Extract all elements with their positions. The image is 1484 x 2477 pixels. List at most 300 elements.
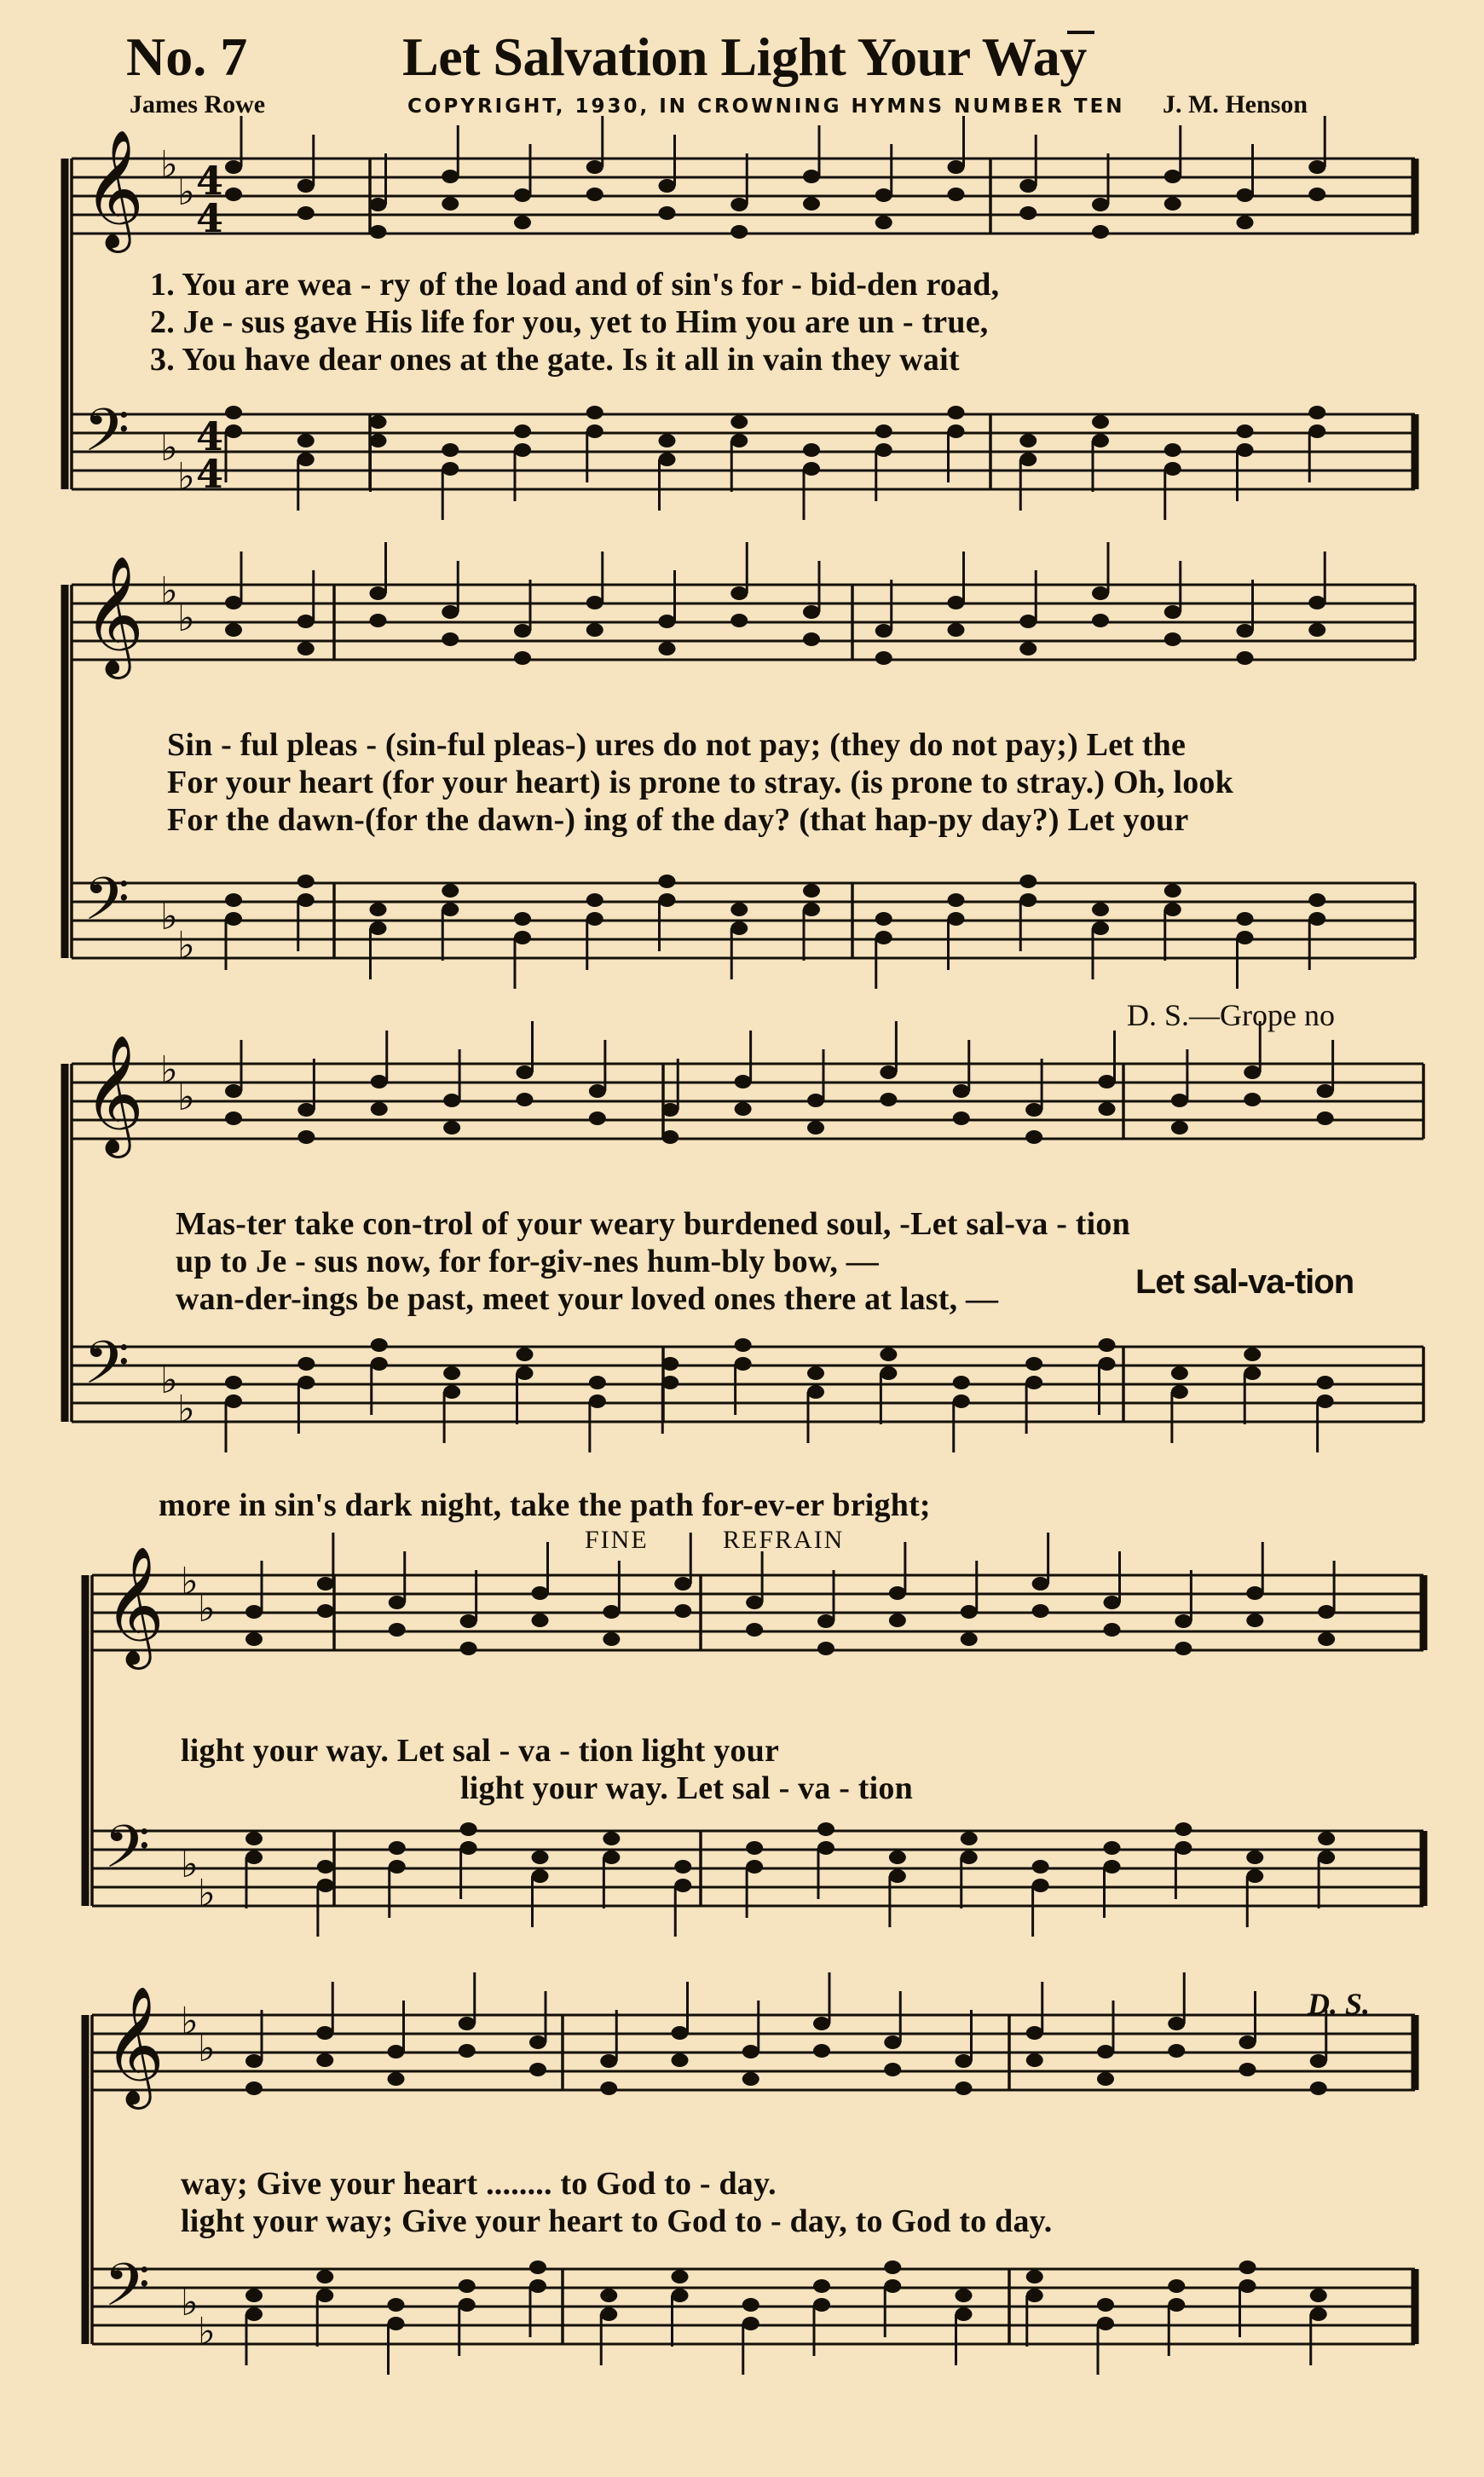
note-head [442, 197, 459, 211]
note-head [1246, 1586, 1263, 1600]
note-head [371, 1357, 388, 1371]
note-head [1092, 434, 1109, 447]
note-head [1032, 1860, 1049, 1874]
note-head [1318, 1851, 1335, 1864]
note-head [1308, 406, 1325, 419]
note-head [297, 1357, 315, 1371]
note-head [370, 614, 387, 627]
note-head [953, 1084, 970, 1098]
note-head [388, 2072, 405, 2086]
note-head [880, 1366, 897, 1380]
note-head [1025, 1357, 1042, 1371]
note-head [389, 1623, 406, 1637]
note-head [730, 903, 748, 916]
note-head [803, 443, 820, 457]
note-head [803, 632, 820, 646]
note-head [297, 1103, 315, 1117]
note-head [661, 1357, 678, 1371]
note-head [532, 1851, 549, 1864]
note-head [1246, 1851, 1263, 1864]
note-head [245, 1832, 263, 1845]
note-head [1097, 2072, 1114, 2086]
note-head [1318, 1832, 1335, 1845]
note-head [880, 1065, 897, 1079]
note-head [948, 623, 965, 637]
note-head [442, 170, 459, 183]
note-head [1025, 1376, 1042, 1389]
note-head [948, 406, 965, 419]
note-head [1308, 424, 1325, 438]
note-head [245, 2307, 263, 2321]
note-head [586, 188, 603, 201]
fine-marking: FINE [585, 1526, 649, 1554]
flat-icon: ♭ [181, 1843, 199, 1886]
note-head [742, 2298, 759, 2312]
note-head [730, 434, 748, 447]
hymn-number: No. 7 [126, 26, 248, 87]
refrain-upper-line-2: way; Give your heart ........ to God to - day. [181, 2166, 777, 2202]
note-head [529, 2063, 546, 2076]
note-head [225, 1084, 242, 1098]
flat-icon: ♭ [160, 143, 178, 187]
refrain-lower-line-2: light your way; Give your heart to God to - day, to God to day. [181, 2203, 1053, 2239]
note-head [813, 2017, 830, 2030]
flat-icon: ♭ [160, 426, 178, 470]
note-head [746, 1841, 763, 1855]
flat-icon: ♭ [160, 895, 178, 938]
note-head [1104, 1860, 1121, 1874]
lyricist: James Rowe [130, 90, 266, 118]
note-head [1246, 1869, 1263, 1883]
note-head [817, 1822, 834, 1836]
note-head [225, 1394, 242, 1408]
note-head [1318, 1605, 1335, 1619]
note-head [529, 2279, 546, 2293]
flat-icon: ♭ [181, 1560, 199, 1603]
note-head [1175, 1642, 1192, 1655]
note-head [813, 2298, 830, 2312]
bass-clef-icon: 𝄢 [84, 864, 130, 948]
time-signature-top: 4 [196, 158, 224, 204]
note-head [661, 1103, 678, 1117]
note-head [674, 1604, 691, 1618]
note-head [1019, 453, 1036, 466]
note-head [1104, 1623, 1121, 1637]
note-head [1175, 1822, 1192, 1836]
note-head [1019, 615, 1036, 628]
verse-2-line-2: For your heart (for your heart) is prone to stray. (is prone to stray.) Oh, look [167, 765, 1233, 800]
note-head [1092, 415, 1109, 429]
note-head [600, 2081, 617, 2095]
note-head [1092, 614, 1109, 627]
note-head [1237, 216, 1254, 229]
note-head [1317, 1111, 1334, 1125]
note-head [948, 160, 965, 174]
flat-icon: ♭ [177, 170, 195, 214]
note-head [245, 2081, 263, 2095]
verse-1-line-3: Mas-ter take con-trol of your weary burdened soul, -Let sal-va - tion [176, 1206, 1130, 1242]
note-head [460, 1642, 477, 1655]
note-head [730, 225, 748, 239]
note-head [1019, 206, 1036, 220]
note-head [245, 2289, 263, 2302]
note-head [225, 1111, 242, 1125]
note-head [746, 1596, 763, 1609]
note-head [603, 1605, 620, 1619]
note-head [659, 893, 676, 907]
note-head [875, 912, 892, 926]
bass-let-salvation: Let sal-va-tion [1135, 1263, 1354, 1301]
note-head [1032, 1879, 1049, 1892]
note-head [442, 632, 459, 646]
note-head [1164, 462, 1181, 476]
note-head [225, 623, 242, 637]
note-head [807, 1385, 824, 1399]
note-head [953, 1394, 970, 1408]
note-head [961, 1632, 978, 1646]
note-head [245, 1605, 263, 1619]
note-head [225, 893, 242, 907]
note-head [443, 1094, 460, 1107]
note-head [948, 424, 965, 438]
note-head [514, 443, 531, 457]
note-head [1092, 586, 1109, 600]
ds-line: more in sin's dark night, take the path for-ev-er bright; [159, 1487, 931, 1523]
note-head [586, 912, 603, 926]
note-head [589, 1084, 606, 1098]
note-head [532, 1869, 549, 1883]
note-head [586, 406, 603, 419]
note-head [225, 160, 242, 174]
note-head [1025, 1103, 1042, 1117]
note-head [586, 596, 603, 609]
note-head [514, 651, 531, 665]
copyright-notice: COPYRIGHT, 1930, IN CROWNING HYMNS NUMBER TEN [407, 95, 1125, 118]
note-head [297, 1130, 315, 1144]
note-head [889, 1614, 906, 1627]
note-head [730, 921, 748, 935]
note-head [1099, 1075, 1116, 1088]
verse-2-line-3: up to Je - sus now, for for-giv-nes hum-bly bow, — [176, 1244, 879, 1279]
note-head [1317, 1394, 1334, 1408]
note-head [1164, 443, 1181, 457]
note-head [589, 1111, 606, 1125]
note-head [1164, 170, 1181, 183]
note-head [730, 415, 748, 429]
flat-icon: ♭ [160, 569, 178, 613]
note-head [1097, 2045, 1114, 2058]
note-head [600, 2289, 617, 2302]
note-head [1097, 2317, 1114, 2330]
note-head [672, 2026, 689, 2040]
note-head [742, 2317, 759, 2330]
note-head [735, 1338, 752, 1352]
note-head [514, 624, 531, 638]
note-head [586, 160, 603, 174]
note-head [370, 903, 387, 916]
note-head [442, 903, 459, 916]
note-head [297, 642, 315, 655]
note-head [443, 1121, 460, 1135]
bass-clef-icon: 𝄢 [84, 1328, 130, 1412]
verse-1-line-1: 1. You are wea - ry of the load and of sin's for - bid-den road, [150, 267, 1000, 303]
note-head [1310, 2289, 1327, 2302]
bass-clef-icon: 𝄢 [84, 396, 130, 479]
note-head [370, 921, 387, 935]
note-head [803, 605, 820, 619]
note-head [1237, 912, 1254, 926]
note-head [659, 875, 676, 888]
note-head [889, 1869, 906, 1883]
note-head [603, 1832, 620, 1845]
note-head [297, 615, 315, 628]
note-head [803, 903, 820, 916]
treble-clef-icon: 𝄞 [104, 1986, 165, 2105]
note-head [1019, 893, 1036, 907]
note-head [953, 1111, 970, 1125]
note-head [1092, 198, 1109, 211]
note-head [297, 434, 315, 447]
note-head [735, 1357, 752, 1371]
note-head [659, 206, 676, 220]
note-head [1019, 642, 1036, 655]
note-head [746, 1860, 763, 1874]
note-head [1237, 931, 1254, 944]
note-head [956, 2307, 973, 2321]
verse-1-line-2: Sin - ful pleas - (sin-ful pleas-) ures do not pay; (they do not pay;) Let the [167, 727, 1187, 763]
note-head [1171, 1121, 1188, 1135]
note-head [672, 2270, 689, 2284]
note-head [1239, 2279, 1256, 2293]
note-head [1244, 1348, 1261, 1361]
note-head [529, 2260, 546, 2274]
note-head [514, 424, 531, 438]
note-head [746, 1623, 763, 1637]
treble-clef-icon: 𝄞 [84, 130, 144, 248]
note-head [875, 624, 892, 638]
note-head [442, 443, 459, 457]
treble-clef-icon: 𝄞 [104, 1546, 165, 1665]
note-head [459, 2044, 476, 2058]
note-head [961, 1832, 978, 1845]
note-head [813, 2279, 830, 2293]
note-head [443, 1385, 460, 1399]
note-head [730, 614, 748, 627]
note-head [514, 931, 531, 944]
note-head [1026, 2053, 1043, 2067]
note-head [803, 197, 820, 211]
note-head [659, 642, 676, 655]
note-head [948, 188, 965, 201]
note-head [953, 1376, 970, 1389]
note-head [1244, 1065, 1261, 1079]
note-head [297, 1376, 315, 1389]
note-head [1239, 2035, 1256, 2049]
note-head [370, 434, 387, 447]
note-head [961, 1605, 978, 1619]
flat-icon: ♭ [177, 1076, 195, 1119]
note-head [735, 1102, 752, 1116]
note-head [948, 596, 965, 609]
note-head [803, 170, 820, 183]
note-head [389, 1860, 406, 1874]
flat-icon: ♭ [198, 2027, 216, 2070]
note-head [370, 198, 387, 211]
note-head [659, 615, 676, 628]
note-head [1237, 188, 1254, 202]
note-head [389, 1596, 406, 1609]
note-head [1104, 1841, 1121, 1855]
time-signature-bottom: 4 [196, 195, 224, 241]
note-head [1026, 2026, 1043, 2040]
note-head [880, 1093, 897, 1106]
flat-icon: ♭ [177, 1388, 195, 1431]
note-head [297, 875, 315, 888]
note-head [517, 1093, 534, 1106]
note-head [297, 453, 315, 466]
note-head [1308, 893, 1325, 907]
note-head [371, 1338, 388, 1352]
flat-icon: ♭ [181, 2281, 199, 2324]
bass-clef-icon: 𝄢 [104, 2250, 151, 2334]
flat-icon: ♭ [198, 1872, 216, 1915]
verse-2-line-1: 2. Je - sus gave His life for you, yet to Him you are un - true, [150, 304, 989, 340]
note-head [245, 1851, 263, 1864]
note-head [603, 1632, 620, 1646]
verse-3-line-3: wan-der-ings be past, meet your loved ones there at last, — [176, 1281, 999, 1317]
note-head [730, 198, 748, 211]
note-head [1239, 2260, 1256, 2274]
note-head [880, 1348, 897, 1361]
note-head [961, 1851, 978, 1864]
note-head [586, 424, 603, 438]
note-head [586, 623, 603, 637]
note-head [875, 931, 892, 944]
note-head [514, 216, 531, 229]
note-head [1099, 1338, 1116, 1352]
note-head [884, 2063, 901, 2076]
note-head [316, 2026, 333, 2040]
note-head [817, 1642, 834, 1655]
note-head [1237, 651, 1254, 665]
note-head [1168, 2279, 1185, 2293]
note-head [742, 2045, 759, 2058]
note-head [225, 1376, 242, 1389]
note-head [1099, 1102, 1116, 1116]
refrain-lower-line-1: light your way. Let sal - va - tion [460, 1770, 913, 1806]
note-head [889, 1851, 906, 1864]
note-head [948, 893, 965, 907]
note-head [1175, 1614, 1192, 1628]
note-head [1025, 1130, 1042, 1144]
note-head [225, 596, 242, 609]
note-head [875, 188, 892, 202]
time-signature-bottom: 4 [196, 451, 224, 497]
note-head [956, 2289, 973, 2302]
note-head [442, 462, 459, 476]
note-head [817, 1841, 834, 1855]
note-head [245, 1632, 263, 1646]
note-head [1310, 2054, 1327, 2068]
note-head [225, 424, 242, 438]
note-head [459, 2298, 476, 2312]
time-signature-top: 4 [196, 413, 224, 459]
note-head [1032, 1577, 1049, 1591]
note-head [1019, 875, 1036, 888]
note-head [889, 1586, 906, 1600]
note-head [1019, 179, 1036, 193]
ds-grope-no: D. S.—Grope no [1127, 998, 1335, 1032]
note-head [817, 1614, 834, 1628]
note-head [1237, 443, 1254, 457]
note-head [316, 2053, 333, 2067]
note-head [529, 2035, 546, 2049]
flat-icon: ♭ [181, 2000, 199, 2043]
note-head [674, 1879, 691, 1892]
note-head [1317, 1376, 1334, 1389]
note-head [443, 1366, 460, 1380]
note-head [875, 216, 892, 229]
note-head [1168, 2298, 1185, 2312]
note-head [807, 1094, 824, 1107]
note-head [459, 2279, 476, 2293]
note-head [1171, 1094, 1188, 1107]
note-head [803, 462, 820, 476]
note-head [532, 1614, 549, 1627]
note-head [884, 2260, 901, 2274]
note-head [956, 2081, 973, 2095]
note-head [460, 1822, 477, 1836]
note-head [603, 1851, 620, 1864]
note-head [1318, 1632, 1335, 1646]
note-head [316, 2289, 333, 2302]
note-head [1026, 2289, 1043, 2302]
note-head [388, 2298, 405, 2312]
note-head [1092, 903, 1109, 916]
note-head [600, 2307, 617, 2321]
note-head [1026, 2270, 1043, 2284]
bass-clef-icon: 𝄢 [104, 1812, 151, 1896]
note-head [672, 2289, 689, 2302]
note-head [884, 2279, 901, 2293]
refrain-marking: REFRAIN [723, 1526, 845, 1554]
note-head [297, 893, 315, 907]
flat-icon: ♭ [198, 2310, 216, 2353]
note-head [674, 1577, 691, 1591]
note-head [225, 406, 242, 419]
note-head [674, 1860, 691, 1874]
note-head [1164, 632, 1181, 646]
note-head [875, 424, 892, 438]
note-head [1104, 1596, 1121, 1609]
note-head [371, 1102, 388, 1116]
note-head [317, 1860, 334, 1874]
note-head [460, 1614, 477, 1628]
flat-icon: ♭ [198, 1587, 216, 1631]
note-head [586, 893, 603, 907]
note-head [661, 1376, 678, 1389]
note-head [1092, 921, 1109, 935]
note-head [659, 179, 676, 193]
note-head [1019, 434, 1036, 447]
note-head [317, 1577, 334, 1591]
flat-icon: ♭ [177, 597, 195, 640]
note-head [388, 2045, 405, 2058]
note-head [1310, 2081, 1327, 2095]
note-head [514, 912, 531, 926]
note-head [1164, 903, 1181, 916]
note-head [661, 1130, 678, 1144]
